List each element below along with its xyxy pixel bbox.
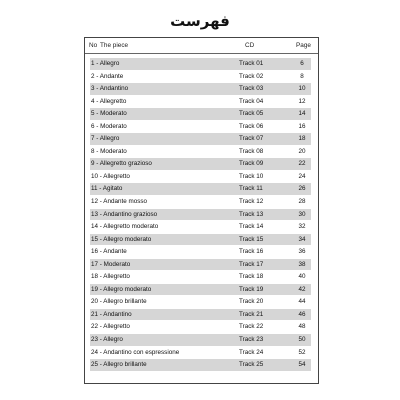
header-page: Page bbox=[296, 42, 311, 49]
table-row bbox=[90, 108, 311, 121]
cd-cell: Track 15 bbox=[239, 235, 264, 243]
table-row bbox=[90, 146, 311, 159]
page-cell: 48 bbox=[298, 323, 306, 331]
piece-cell: 18 - Allegretto bbox=[91, 273, 130, 281]
cd-cell: Track 16 bbox=[239, 248, 264, 256]
piece-cell: 22 - Allegretto bbox=[91, 323, 130, 331]
cd-cell: Track 18 bbox=[239, 273, 264, 281]
piece-cell: 25 - Allegro brillante bbox=[91, 361, 147, 369]
page-cell: 42 bbox=[298, 285, 306, 293]
piece-cell: 5 - Moderato bbox=[91, 110, 127, 118]
cd-cell: Track 12 bbox=[239, 198, 264, 206]
cd-cell: Track 24 bbox=[239, 348, 264, 356]
cd-cell: Track 01 bbox=[239, 60, 264, 67]
table-row bbox=[90, 296, 311, 309]
piece-cell: 10 - Allegretto bbox=[91, 172, 130, 180]
piece-cell: 13 - Andantino grazioso bbox=[91, 210, 158, 218]
cd-cell: Track 23 bbox=[239, 336, 264, 344]
cd-cell: Track 10 bbox=[239, 172, 264, 180]
piece-cell: 17 - Moderato bbox=[91, 260, 131, 268]
page-cell: 10 bbox=[298, 85, 306, 93]
page-cell: 54 bbox=[298, 361, 306, 369]
cd-cell: Track 19 bbox=[239, 285, 264, 293]
piece-cell: 24 - Andantino con espressione bbox=[91, 348, 180, 356]
cd-cell: Track 09 bbox=[239, 160, 264, 168]
page-cell: 16 bbox=[298, 122, 306, 130]
page-cell: 46 bbox=[298, 310, 306, 318]
table-row bbox=[90, 209, 311, 222]
contents-table bbox=[84, 37, 319, 384]
header-piece: The piece bbox=[100, 42, 129, 49]
piece-cell: 12 - Andante mosso bbox=[91, 198, 148, 206]
cd-cell: Track 05 bbox=[239, 110, 264, 118]
header-divider bbox=[85, 53, 318, 54]
table-row bbox=[90, 183, 311, 196]
table-row bbox=[90, 234, 311, 247]
page-title: فهرست bbox=[170, 12, 230, 30]
piece-cell: 15 - Allegro moderato bbox=[91, 235, 152, 243]
piece-cell: 14 - Allegretto moderato bbox=[91, 223, 159, 231]
header-cd: CD bbox=[245, 42, 255, 49]
table-row bbox=[90, 309, 311, 322]
table-row bbox=[90, 133, 311, 146]
page-cell: 38 bbox=[298, 260, 306, 268]
page-cell: 26 bbox=[298, 185, 306, 193]
table-row bbox=[90, 259, 311, 272]
piece-cell: 6 - Moderato bbox=[91, 122, 127, 130]
cd-cell: Track 04 bbox=[239, 97, 264, 105]
cd-cell: Track 13 bbox=[239, 210, 264, 218]
piece-cell: 9 - Allegretto grazioso bbox=[91, 160, 152, 168]
page-cell: 18 bbox=[298, 135, 306, 143]
piece-cell: 23 - Allegro bbox=[91, 336, 123, 344]
table-row bbox=[90, 71, 311, 84]
page-cell: 20 bbox=[298, 147, 306, 155]
page-cell: 36 bbox=[298, 248, 306, 256]
page-cell: 24 bbox=[298, 172, 306, 180]
cd-cell: Track 03 bbox=[239, 85, 264, 93]
table-row bbox=[90, 171, 311, 184]
piece-cell: 2 - Andante bbox=[91, 72, 124, 80]
cd-cell: Track 17 bbox=[239, 260, 264, 268]
page-cell: 6 bbox=[300, 60, 304, 67]
cd-cell: Track 11 bbox=[239, 185, 263, 193]
table-row bbox=[90, 246, 311, 259]
cd-cell: Track 14 bbox=[239, 223, 264, 231]
table-row bbox=[90, 221, 311, 234]
piece-cell: 16 - Andante bbox=[91, 248, 127, 256]
cd-cell: Track 02 bbox=[239, 72, 264, 80]
cd-cell: Track 08 bbox=[239, 147, 264, 155]
table-row bbox=[90, 334, 311, 347]
piece-cell: 7 - Allegro bbox=[91, 135, 120, 143]
cd-cell: Track 22 bbox=[239, 323, 264, 331]
page-cell: 8 bbox=[300, 72, 304, 80]
page-cell: 28 bbox=[298, 198, 306, 206]
table-row bbox=[90, 271, 311, 284]
cd-cell: Track 21 bbox=[239, 310, 264, 318]
table-row bbox=[90, 359, 311, 372]
header-no: No bbox=[89, 42, 98, 49]
table-row bbox=[90, 347, 311, 360]
page-cell: 12 bbox=[298, 97, 306, 105]
table-row bbox=[90, 284, 311, 297]
table-row bbox=[90, 121, 311, 134]
cd-cell: Track 06 bbox=[239, 122, 264, 130]
piece-cell: 1 - Allegro bbox=[91, 60, 120, 67]
table-row bbox=[90, 196, 311, 209]
page-cell: 32 bbox=[298, 223, 306, 231]
page-cell: 34 bbox=[298, 235, 306, 243]
page-cell: 50 bbox=[298, 336, 306, 344]
page-cell: 22 bbox=[298, 160, 306, 168]
page-cell: 52 bbox=[298, 348, 306, 356]
table-row bbox=[90, 58, 311, 71]
table-rows bbox=[90, 58, 311, 372]
table-row bbox=[90, 158, 311, 171]
piece-cell: 21 - Andantino bbox=[91, 310, 132, 318]
page-cell: 44 bbox=[298, 298, 306, 306]
table-row bbox=[90, 83, 311, 96]
page-cell: 14 bbox=[298, 110, 306, 118]
table-header bbox=[85, 42, 318, 52]
piece-cell: 11 - Agitato bbox=[91, 185, 123, 193]
table-row bbox=[90, 96, 311, 109]
page-cell: 40 bbox=[298, 273, 306, 281]
cd-cell: Track 25 bbox=[239, 361, 264, 369]
table-row bbox=[90, 321, 311, 334]
piece-cell: 4 - Allegretto bbox=[91, 97, 127, 105]
piece-cell: 19 - Allegro moderato bbox=[91, 285, 152, 293]
page-cell: 30 bbox=[298, 210, 306, 218]
piece-cell: 20 - Allegro brillante bbox=[91, 298, 147, 306]
piece-cell: 3 - Andantino bbox=[91, 85, 129, 93]
piece-cell: 8 - Moderato bbox=[91, 147, 127, 155]
cd-cell: Track 07 bbox=[239, 135, 264, 143]
cd-cell: Track 20 bbox=[239, 298, 264, 306]
